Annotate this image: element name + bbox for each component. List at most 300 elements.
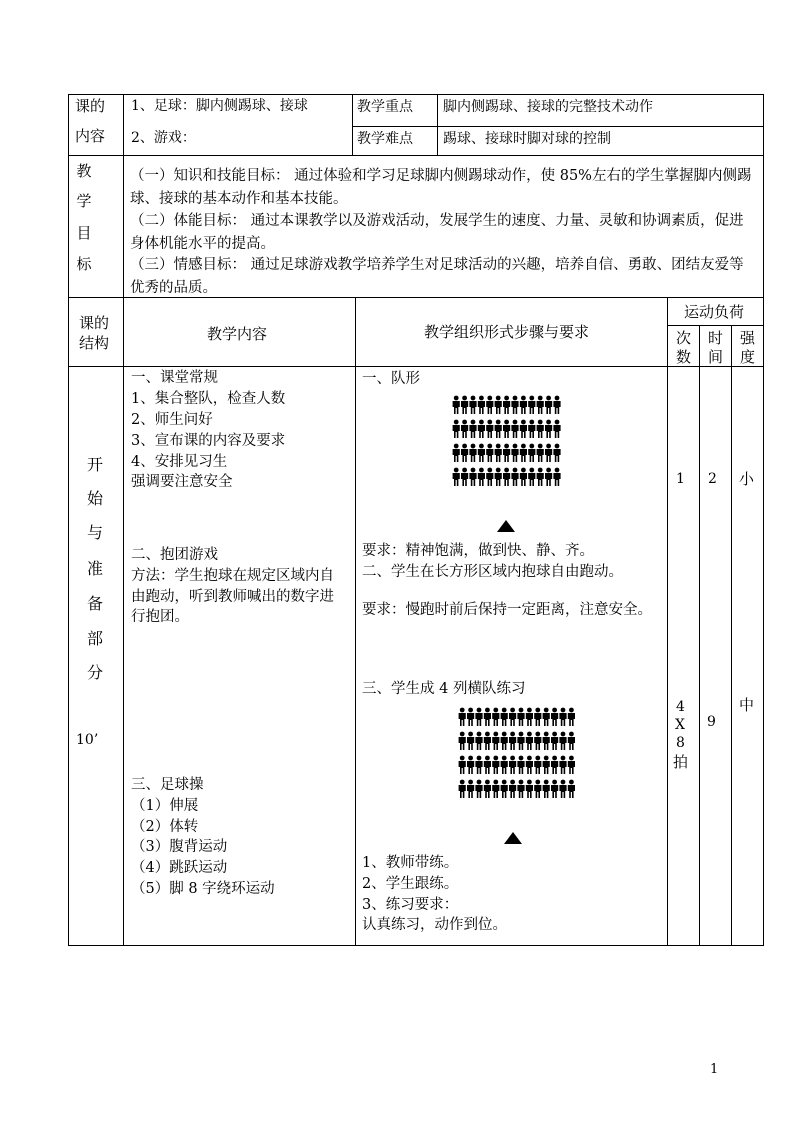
student-icon <box>461 473 468 486</box>
student-icon <box>555 468 560 473</box>
student-icon <box>462 444 467 449</box>
student-icon <box>492 713 499 726</box>
running-requirement: 要求：慢跑时前后保持一定距离，注意安全。 <box>362 602 652 618</box>
course-label-2: 内容 <box>75 127 106 145</box>
student-icon <box>511 473 518 486</box>
student-icon <box>521 468 526 473</box>
game-method: 方法：学生抱球在规定区域内自由跑动，听到教师喊出的数字进行抱团。 <box>131 568 334 625</box>
time-header-2: 间 <box>708 348 724 366</box>
student-icon <box>517 761 524 774</box>
student-icon <box>553 449 560 462</box>
student-icon <box>493 708 498 713</box>
student-icon <box>493 756 498 761</box>
objective-item: （二）体能目标： 通过本课教学以及游戏活动，发展学生的速度、力量、灵敏和协调素质，促进身体机能水平的提高。 <box>130 213 744 252</box>
student-icon <box>545 401 552 414</box>
student-icon <box>526 785 533 798</box>
practice-step: 2、学生跟练。 <box>362 876 459 892</box>
student-row-icon <box>458 731 576 751</box>
student-row-icon <box>458 707 576 727</box>
student-icon <box>519 756 524 761</box>
student-icon <box>496 468 501 473</box>
student-icon <box>467 737 474 750</box>
objective-item: （一）知识和技能目标： 通过体验和学习足球脚内侧踢球动作，使 85%左右的学生掌握脚内侧踢球、接球的基本动作和基本技能。 <box>130 168 752 207</box>
student-icon <box>471 420 476 425</box>
game-title: 二、抱团游戏 <box>131 547 218 563</box>
student-icon <box>569 708 574 713</box>
student-icon <box>521 420 526 425</box>
student-icon <box>467 713 474 726</box>
routine-item: 3、宣布课的内容及要求 <box>131 433 286 449</box>
student-icon <box>468 780 473 785</box>
student-icon <box>485 780 490 785</box>
student-icon <box>543 761 550 774</box>
student-icon <box>546 420 551 425</box>
student-icon <box>503 449 510 462</box>
student-icon <box>493 732 498 737</box>
student-icon <box>467 785 474 798</box>
count-header-1: 次 <box>676 329 692 347</box>
drill-item: （2）体转 <box>131 819 199 835</box>
key-point-value: 脚内侧踢球、接球的完整技术动作 <box>443 99 653 115</box>
student-icon <box>520 425 527 438</box>
load-intensity-1: 小 <box>739 470 755 488</box>
student-icon <box>460 756 465 761</box>
course-label-1: 课的 <box>75 97 106 115</box>
student-icon <box>519 732 524 737</box>
student-icon <box>484 785 491 798</box>
student-icon <box>551 761 558 774</box>
student-icon <box>502 780 507 785</box>
student-icon <box>513 444 518 449</box>
student-icon <box>551 713 558 726</box>
student-icon <box>454 396 459 401</box>
student-icon <box>461 401 468 414</box>
hline <box>352 126 764 127</box>
student-icon <box>534 761 541 774</box>
student-icon <box>555 396 560 401</box>
student-icon <box>453 401 460 414</box>
student-icon <box>520 449 527 462</box>
practice-step: 1、教师带练。 <box>362 855 459 871</box>
structure-header-2: 结构 <box>79 334 110 352</box>
student-icon <box>527 708 532 713</box>
student-icon <box>546 468 551 473</box>
student-icon <box>477 780 482 785</box>
student-icon <box>561 756 566 761</box>
student-icon <box>501 761 508 774</box>
student-icon <box>501 737 508 750</box>
student-icon <box>528 449 535 462</box>
student-icon <box>453 473 460 486</box>
student-icon <box>459 761 466 774</box>
student-icon <box>496 396 501 401</box>
student-icon <box>477 732 482 737</box>
student-icon <box>527 780 532 785</box>
rows-title: 三、学生成 4 列横队练习 <box>362 681 526 697</box>
student-icon <box>510 780 515 785</box>
student-icon <box>534 737 541 750</box>
student-icon <box>559 785 566 798</box>
student-icon <box>529 444 534 449</box>
hline <box>68 366 764 367</box>
teacher-marker-icon <box>497 520 515 532</box>
student-icon <box>453 449 460 462</box>
student-icon <box>509 785 516 798</box>
student-icon <box>471 468 476 473</box>
student-icon <box>529 468 534 473</box>
student-icon <box>555 420 560 425</box>
student-icon <box>569 756 574 761</box>
student-icon <box>486 425 493 438</box>
student-icon <box>521 396 526 401</box>
student-icon <box>546 396 551 401</box>
student-icon <box>568 737 575 750</box>
student-icon <box>479 468 484 473</box>
student-icon <box>517 737 524 750</box>
student-icon <box>528 473 535 486</box>
student-row-icon <box>458 755 576 775</box>
objectives-label-char: 标 <box>76 255 92 273</box>
student-icon <box>469 425 476 438</box>
student-icon <box>504 396 509 401</box>
student-icon <box>468 732 473 737</box>
student-icon <box>501 713 508 726</box>
student-icon <box>537 425 544 438</box>
student-icon <box>496 444 501 449</box>
student-row-icon <box>452 443 561 463</box>
student-icon <box>502 732 507 737</box>
student-icon <box>495 401 502 414</box>
student-icon <box>486 401 493 414</box>
student-icon <box>551 785 558 798</box>
student-icon <box>552 780 557 785</box>
student-icon <box>484 713 491 726</box>
student-icon <box>529 420 534 425</box>
student-icon <box>538 468 543 473</box>
vline <box>667 297 668 946</box>
table-border-top <box>68 94 764 95</box>
student-icon <box>544 780 549 785</box>
student-icon <box>553 425 560 438</box>
section-char: 部 <box>86 629 103 648</box>
student-icon <box>503 425 510 438</box>
student-icon <box>526 713 533 726</box>
student-icon <box>469 473 476 486</box>
routine-item: 4、安排见习生 <box>131 454 228 470</box>
student-icon <box>537 473 544 486</box>
student-icon <box>528 425 535 438</box>
student-icon <box>459 785 466 798</box>
routine-title: 一、课堂常规 <box>131 370 218 386</box>
student-icon <box>495 473 502 486</box>
intensity-header-1: 强 <box>740 329 756 347</box>
student-icon <box>513 396 518 401</box>
student-icon <box>513 468 518 473</box>
load-count-1: 1 <box>676 471 685 487</box>
objective-item: （三）情感目标： 通过足球游戏教学培养学生对足球活动的兴趣，培养自信、勇敢、团结友爱等优秀的品质。 <box>130 257 744 296</box>
routine-item: 强调要注意安全 <box>131 474 233 490</box>
formation-title: 一、队形 <box>362 371 420 387</box>
student-icon <box>544 708 549 713</box>
student-icon <box>551 737 558 750</box>
drill-title: 三、足球操 <box>131 777 204 793</box>
student-icon <box>517 713 524 726</box>
student-icon <box>510 708 515 713</box>
student-icon <box>546 444 551 449</box>
student-icon <box>526 761 533 774</box>
student-icon <box>484 737 491 750</box>
practice-step: 3、练习要求： <box>362 897 459 913</box>
objectives-label-char: 目 <box>76 224 92 242</box>
student-icon <box>535 708 540 713</box>
course-content-2: 2、游戏： <box>131 130 196 146</box>
student-icon <box>534 713 541 726</box>
student-icon <box>496 420 501 425</box>
student-icon <box>561 732 566 737</box>
student-icon <box>504 420 509 425</box>
student-icon <box>477 756 482 761</box>
vline <box>123 155 124 298</box>
section-char: 备 <box>86 594 103 613</box>
student-icon <box>527 732 532 737</box>
student-icon <box>517 785 524 798</box>
student-icon <box>460 780 465 785</box>
table-border-left <box>68 94 69 946</box>
student-icon <box>459 737 466 750</box>
student-icon <box>459 713 466 726</box>
student-icon <box>509 761 516 774</box>
student-icon <box>487 468 492 473</box>
student-icon <box>535 732 540 737</box>
student-icon <box>535 780 540 785</box>
student-icon <box>544 756 549 761</box>
student-icon <box>487 396 492 401</box>
content-header: 教学内容 <box>207 325 268 343</box>
student-icon <box>568 761 575 774</box>
student-icon <box>504 468 509 473</box>
student-icon <box>475 713 482 726</box>
student-icon <box>478 425 485 438</box>
student-icon <box>492 761 499 774</box>
load-header: 运动负荷 <box>684 303 745 321</box>
table-border-bottom <box>68 945 764 946</box>
student-row-icon <box>452 395 561 415</box>
difficulty-value: 踢球、接球时脚对球的控制 <box>443 131 611 147</box>
student-icon <box>454 420 459 425</box>
load-count-2: 4 <box>676 699 685 715</box>
student-icon <box>462 396 467 401</box>
count-header-2: 数 <box>676 348 692 366</box>
course-content-1: 1、足球：脚内侧踢球、接球 <box>131 98 308 114</box>
student-icon <box>462 420 467 425</box>
student-icon <box>545 425 552 438</box>
student-icon <box>511 401 518 414</box>
drill-item: （5）脚 8 字绕环运动 <box>131 881 275 897</box>
student-icon <box>545 449 552 462</box>
organization-header: 教学组织形式步骤与要求 <box>424 323 590 341</box>
student-icon <box>552 732 557 737</box>
section-char: 分 <box>86 663 103 682</box>
student-icon <box>513 420 518 425</box>
student-icon <box>568 713 575 726</box>
student-icon <box>454 468 459 473</box>
formation-requirement: 要求：精神饱满，做到快、静、齐。 <box>362 543 594 559</box>
student-icon <box>503 401 510 414</box>
student-icon <box>478 449 485 462</box>
student-icon <box>510 756 515 761</box>
student-icon <box>454 444 459 449</box>
student-icon <box>559 713 566 726</box>
student-icon <box>553 473 560 486</box>
page-number: 1 <box>710 1062 719 1077</box>
intensity-header-2: 度 <box>740 348 756 366</box>
student-icon <box>509 737 516 750</box>
student-icon <box>555 444 560 449</box>
student-icon <box>460 708 465 713</box>
vline <box>123 94 124 156</box>
student-icon <box>492 785 499 798</box>
student-icon <box>502 708 507 713</box>
student-icon <box>528 401 535 414</box>
section-char: 始 <box>86 489 103 508</box>
student-icon <box>492 737 499 750</box>
student-icon <box>478 401 485 414</box>
student-icon <box>462 468 467 473</box>
student-icon <box>487 444 492 449</box>
student-icon <box>559 761 566 774</box>
student-icon <box>460 732 465 737</box>
load-time-2: 9 <box>707 714 716 730</box>
student-icon <box>485 732 490 737</box>
student-icon <box>461 425 468 438</box>
student-icon <box>537 401 544 414</box>
student-icon <box>561 708 566 713</box>
load-count-2: 拍 <box>673 753 689 771</box>
student-icon <box>521 444 526 449</box>
student-icon <box>543 785 550 798</box>
objectives-label-char: 教 <box>76 162 92 180</box>
student-icon <box>543 713 550 726</box>
vline <box>437 94 438 156</box>
student-icon <box>553 401 560 414</box>
student-icon <box>543 737 550 750</box>
student-icon <box>479 420 484 425</box>
student-icon <box>485 708 490 713</box>
load-intensity-2: 中 <box>739 696 755 714</box>
section-char: 准 <box>86 559 103 578</box>
student-icon <box>552 756 557 761</box>
vline <box>355 297 356 946</box>
student-icon <box>545 473 552 486</box>
student-icon <box>519 708 524 713</box>
student-icon <box>477 708 482 713</box>
student-icon <box>467 761 474 774</box>
student-icon <box>529 396 534 401</box>
student-icon <box>511 449 518 462</box>
student-icon <box>537 449 544 462</box>
drill-item: （1）伸展 <box>131 798 199 814</box>
student-icon <box>471 396 476 401</box>
student-icon <box>538 420 543 425</box>
student-icon <box>461 449 468 462</box>
table-border-right <box>763 94 764 946</box>
section-char: 开 <box>86 455 103 474</box>
section-duration: 10’ <box>76 732 99 748</box>
student-icon <box>475 785 482 798</box>
student-icon <box>475 761 482 774</box>
routine-item: 2、师生问好 <box>131 412 213 428</box>
student-icon <box>534 785 541 798</box>
student-icon <box>519 780 524 785</box>
student-icon <box>509 713 516 726</box>
student-icon <box>469 449 476 462</box>
student-icon <box>527 756 532 761</box>
objectives-label-char: 学 <box>76 192 92 210</box>
student-icon <box>501 785 508 798</box>
student-icon <box>471 444 476 449</box>
student-icon <box>468 708 473 713</box>
student-icon <box>495 449 502 462</box>
student-icon <box>486 473 493 486</box>
student-icon <box>503 473 510 486</box>
student-icon <box>535 756 540 761</box>
section-char: 与 <box>86 523 103 542</box>
load-time-1: 2 <box>708 471 717 487</box>
practice-final-requirement: 认真练习，动作到位。 <box>362 917 507 933</box>
load-count-2: X <box>675 717 685 733</box>
drill-item: （3）腹背运动 <box>131 839 228 855</box>
student-icon <box>561 780 566 785</box>
student-icon <box>478 473 485 486</box>
student-icon <box>552 708 557 713</box>
student-icon <box>485 756 490 761</box>
time-header-1: 时 <box>708 329 724 347</box>
student-icon <box>569 732 574 737</box>
student-icon <box>487 420 492 425</box>
student-icon <box>484 761 491 774</box>
load-count-2: 8 <box>676 735 685 751</box>
student-icon <box>504 444 509 449</box>
student-icon <box>495 425 502 438</box>
student-icon <box>538 444 543 449</box>
student-icon <box>453 425 460 438</box>
key-point-label: 教学重点 <box>357 99 413 115</box>
student-row-icon <box>452 419 561 439</box>
teacher-marker-icon <box>504 832 522 844</box>
student-row-icon <box>458 779 576 799</box>
hline <box>667 325 764 326</box>
student-icon <box>538 396 543 401</box>
student-icon <box>544 732 549 737</box>
student-row-icon <box>452 467 561 487</box>
student-icon <box>511 425 518 438</box>
student-icon <box>502 756 507 761</box>
vline <box>699 325 700 946</box>
structure-header-1: 课的 <box>79 314 110 332</box>
student-icon <box>479 444 484 449</box>
vline <box>731 325 732 946</box>
vline <box>123 297 124 946</box>
student-icon <box>479 396 484 401</box>
student-icon <box>493 780 498 785</box>
student-icon <box>568 785 575 798</box>
student-icon <box>520 473 527 486</box>
student-icon <box>510 732 515 737</box>
routine-item: 1、集合整队，检查人数 <box>131 391 286 407</box>
student-icon <box>469 401 476 414</box>
student-icon <box>569 780 574 785</box>
student-icon <box>526 737 533 750</box>
